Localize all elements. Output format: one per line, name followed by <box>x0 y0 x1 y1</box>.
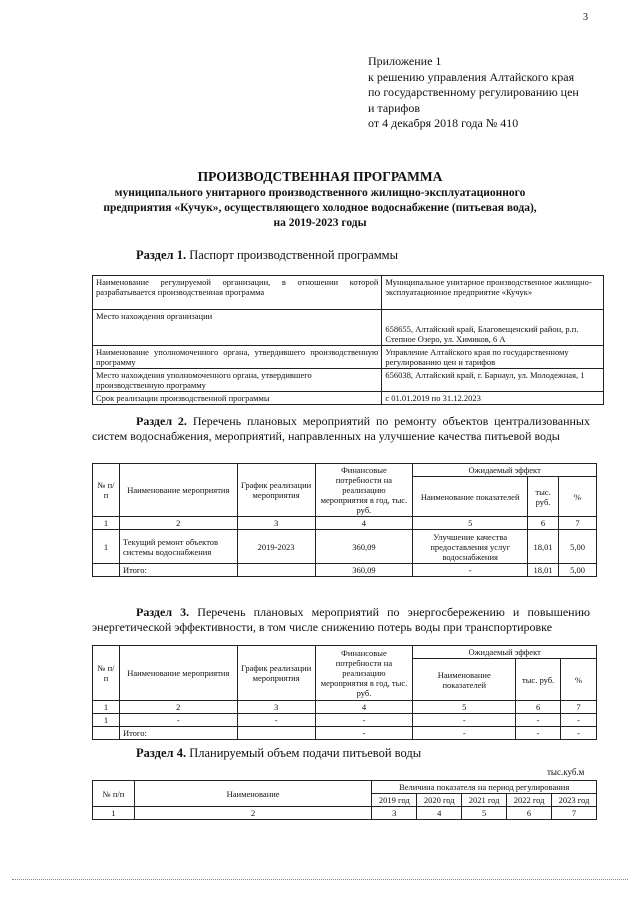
table-cell: - <box>413 727 516 740</box>
table-cell: 1 <box>93 530 120 564</box>
table-cell: 360,09 <box>315 530 413 564</box>
table-cell <box>93 727 120 740</box>
subtitle-line: муниципального унитарного производственного жилищно-эксплуатационного <box>114 187 526 199</box>
table-cell: с 01.01.2019 по 31.12.2023 <box>382 392 604 405</box>
table-cell <box>237 727 315 740</box>
unit-label: тыс.куб.м <box>547 767 585 777</box>
header-cell: № п/п <box>93 646 120 701</box>
header-cell: Величина показателя на период регулирования <box>372 781 597 794</box>
appendix-line: от 4 декабря 2018 года № 410 <box>368 116 519 130</box>
header-cell: % <box>561 659 597 701</box>
table-cell: 2 <box>119 701 237 714</box>
table-cell: 5 <box>413 517 528 530</box>
table-header-row <box>93 781 597 794</box>
energy-measures-table <box>92 645 597 740</box>
table-cell: Итого: <box>119 564 237 577</box>
column-number-row <box>93 807 597 820</box>
table-row <box>93 276 604 310</box>
table-cell: 7 <box>561 701 597 714</box>
section2-heading <box>92 414 590 443</box>
section-title: Перечень плановых мероприятий по энергосбережению и повышению энергетической эффективности, в том числе снижению потерь воды при транспортировке <box>92 605 590 634</box>
column-number-row <box>93 701 597 714</box>
table-header-row <box>93 464 597 477</box>
table-cell: 18,01 <box>528 530 559 564</box>
appendix-line: Приложение 1 <box>368 54 442 68</box>
header-cell: тыс. руб. <box>516 659 561 701</box>
header-cell: Наименование <box>134 781 371 807</box>
page-number: 3 <box>583 12 588 23</box>
table-cell: 4 <box>315 517 413 530</box>
table-cell: 4 <box>417 807 462 820</box>
header-cell: № п/п <box>93 781 135 807</box>
table-cell: - <box>516 714 561 727</box>
header-cell: 2021 год <box>462 794 507 807</box>
header-cell: Ожидаемый эффект <box>413 646 597 659</box>
table-cell: - <box>413 564 528 577</box>
table-cell: 5,00 <box>559 530 597 564</box>
table-cell: 6 <box>507 807 552 820</box>
section-title: Планируемый объем подачи питьевой воды <box>189 746 422 760</box>
table-cell: - <box>561 727 597 740</box>
header-cell: Ожидаемый эффект <box>413 464 597 477</box>
table-cell: 18,01 <box>528 564 559 577</box>
table-cell: 2019-2023 <box>237 530 315 564</box>
table-cell: 2 <box>134 807 371 820</box>
header-cell: 2020 год <box>417 794 462 807</box>
section-title: Паспорт производственной программы <box>189 248 398 262</box>
table-cell: Наименование уполномоченного органа, утвердившего производственную программу <box>93 346 382 369</box>
section-title: Перечень плановых мероприятий по ремонту объектов централизованных систем водоснабжения, мероприятий, направленных на улучшение качества питьевой воды <box>92 414 590 443</box>
table-cell: 5 <box>413 701 516 714</box>
table-cell: 3 <box>237 517 315 530</box>
header-cell: Финансовые потребности на реализацию мероприятия в год, тыс. руб. <box>315 464 413 517</box>
header-cell: График реализации мероприятия <box>237 646 315 701</box>
page-bottom-divider <box>12 879 628 880</box>
table-cell <box>237 564 315 577</box>
header-cell: График реализации мероприятия <box>237 464 315 517</box>
table-cell: 7 <box>559 517 597 530</box>
section4-heading <box>136 746 421 761</box>
table-cell: 3 <box>372 807 417 820</box>
table-cell: 7 <box>552 807 597 820</box>
table-cell: Текущий ремонт объектов системы водоснабжения <box>119 530 237 564</box>
table-cell: Управление Алтайского края по государственному регулированию цен и тарифов <box>382 346 604 369</box>
table-cell: Срок реализации производственной программы <box>93 392 382 405</box>
section-label: Раздел 3. <box>136 605 190 619</box>
subtitle-line: предприятия «Кучук», осуществляющего холодное водоснабжение (питьевая вода), <box>103 202 537 214</box>
table-cell: - <box>413 714 516 727</box>
table-cell: Место нахождения уполномоченного органа, утвердившего производственную программу <box>93 369 382 392</box>
table-row <box>93 369 604 392</box>
table-cell: - <box>237 714 315 727</box>
table-row <box>93 714 597 727</box>
table-cell: 1 <box>93 517 120 530</box>
table-cell: - <box>315 714 413 727</box>
table-cell: 1 <box>93 714 120 727</box>
table-cell: - <box>315 727 413 740</box>
header-cell: 2023 год <box>552 794 597 807</box>
table-cell: Муниципальное унитарное производственное жилищно-эксплуатационное предприятие «Кучук» <box>382 276 604 310</box>
table-cell: 1 <box>93 701 120 714</box>
table-cell: Наименование регулируемой организации, в отношении которой разрабатывается производственная программа <box>93 276 382 310</box>
table-cell: 6 <box>528 517 559 530</box>
total-row <box>93 727 597 740</box>
table-cell: 656038, Алтайский край, г. Барнаул, ул. Молодежная, 1 <box>382 369 604 392</box>
column-number-row <box>93 517 597 530</box>
table-cell: - <box>119 714 237 727</box>
document-subtitle <box>0 186 640 231</box>
section-label: Раздел 4. <box>136 746 187 760</box>
table-cell: Место нахождения организации <box>93 310 382 346</box>
repair-measures-table <box>92 463 597 577</box>
table-cell: 5 <box>462 807 507 820</box>
header-cell: Наименование показателей <box>413 659 516 701</box>
table-header-row <box>93 646 597 659</box>
header-cell: Наименование мероприятия <box>119 646 237 701</box>
section-label: Раздел 2. <box>136 414 187 428</box>
appendix-line: и тарифов <box>368 100 421 115</box>
table-cell: Улучшение качества предоставления услуг водоснабжения <box>413 530 528 564</box>
table-cell: 2 <box>119 517 237 530</box>
header-cell: Финансовые потребности на реализацию мероприятия в год, тыс. руб. <box>315 646 413 701</box>
total-row <box>93 564 597 577</box>
table-cell: - <box>516 727 561 740</box>
table-row <box>93 530 597 564</box>
header-cell: Наименование мероприятия <box>119 464 237 517</box>
passport-table <box>92 275 604 405</box>
table-cell: 1 <box>93 807 135 820</box>
table-cell: 360,09 <box>315 564 413 577</box>
document-title: ПРОИЗВОДСТВЕННАЯ ПРОГРАММА <box>197 169 443 184</box>
section1-heading <box>136 248 398 263</box>
water-supply-table <box>92 780 597 820</box>
table-cell: - <box>561 714 597 727</box>
table-cell: 658655, Алтайский край, Благовещенский район, р.п. Степное Озеро, ул. Химиков, 6 А <box>382 310 604 346</box>
header-cell: % <box>559 477 597 517</box>
subtitle-line: на 2019-2023 годы <box>273 217 367 229</box>
table-row <box>93 346 604 369</box>
header-cell: 2019 год <box>372 794 417 807</box>
header-cell: № п/п <box>93 464 120 517</box>
table-row <box>93 310 604 346</box>
header-cell: тыс. руб. <box>528 477 559 517</box>
table-cell: 6 <box>516 701 561 714</box>
table-row <box>93 392 604 405</box>
table-cell: 4 <box>315 701 413 714</box>
header-cell: Наименование показателей <box>413 477 528 517</box>
appendix-block <box>368 54 628 132</box>
section-label: Раздел 1. <box>136 248 187 262</box>
table-cell <box>93 564 120 577</box>
table-cell: 5,00 <box>559 564 597 577</box>
appendix-line: к решению управления Алтайского края <box>368 69 575 84</box>
table-cell: 3 <box>237 701 315 714</box>
header-cell: 2022 год <box>507 794 552 807</box>
appendix-line: по государственному регулированию цен <box>368 85 579 99</box>
section3-heading <box>92 605 590 634</box>
table-cell: Итого: <box>119 727 237 740</box>
